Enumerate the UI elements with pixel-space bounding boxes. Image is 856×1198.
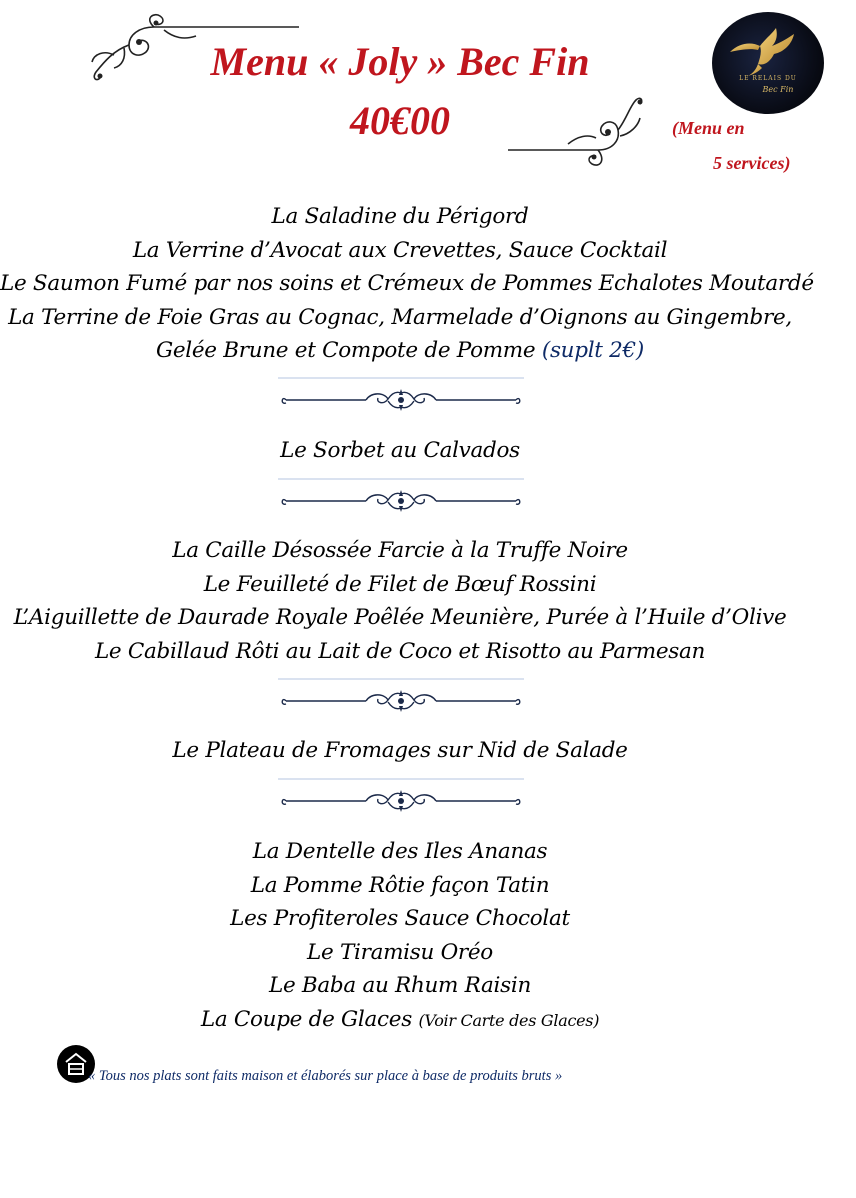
sorbet-item: Le Sorbet au Calvados [280,438,520,463]
section-divider [276,678,526,718]
menu-title: Menu « Joly » Bec Fin [210,39,590,84]
cheese-item: Le Plateau de Fromages sur Nid de Salade [172,738,628,763]
main-item: L’Aiguillette de Daurade Royale Poêlée Meunière, Purée à l’Huile d’Olive [13,605,787,630]
logo-text-bottom: Bec Fin [762,85,794,94]
menu-services-note-line2: 5 services) [713,153,791,173]
sorbet-section [0,434,800,468]
dessert-item-last [0,1003,800,1038]
dessert-note: (Voir Carte des Glaces) [418,1010,600,1030]
dessert-item: La Pomme Rôtie façon Tatin [250,872,550,898]
mains-section [0,534,800,668]
menu-services-note-line1: (Menu en [672,118,745,138]
dessert-item: Le Baba au Rhum Raisin [268,973,531,998]
section-divider [276,778,526,818]
starter-item: La Verrine d’Avocat aux Crevettes, Sauce Cocktail [132,237,668,263]
starters-section [0,200,814,368]
supplement-note: (suplt 2€) [541,338,644,363]
starter-item: Le Saumon Fumé par nos soins et Crémeux de Pommes Echalotes Moutardé [0,271,814,296]
main-item: Le Cabillaud Rôti au Lait de Coco et Risotto au Parmesan [94,638,706,664]
restaurant-logo [712,12,824,114]
main-item: Le Feuilleté de Filet de Bœuf Rossini [203,571,597,597]
cheese-section [0,734,800,768]
section-divider [276,478,526,518]
hummingbird-icon [712,12,824,114]
menu-price: 40€00 [350,98,450,143]
dessert-item: La Dentelle des Iles Ananas [252,839,548,864]
main-item: La Caille Désossée Farcie à la Truffe Noire [172,538,628,563]
desserts-section [0,835,800,1037]
homemade-statement: « Tous nos plats sont faits maison et élaborés sur place à base de produits bruts » [88,1068,563,1084]
dessert-item-text: La Coupe de Glaces [200,1006,412,1032]
dessert-item: Le Tiramisu Oréo [307,939,493,965]
starter-item-text: Gelée Brune et Compote de Pomme [155,338,536,363]
section-divider [276,377,526,417]
starter-item: La Saladine du Périgord [271,204,529,229]
starter-item-last [0,334,800,368]
starter-item: La Terrine de Foie Gras au Cognac, Marmelade d’Oignons au Gingembre, [8,304,792,330]
dessert-item: Les Profiteroles Sauce Chocolat [230,906,570,931]
logo-text-top: LE RELAIS DU [739,75,797,82]
